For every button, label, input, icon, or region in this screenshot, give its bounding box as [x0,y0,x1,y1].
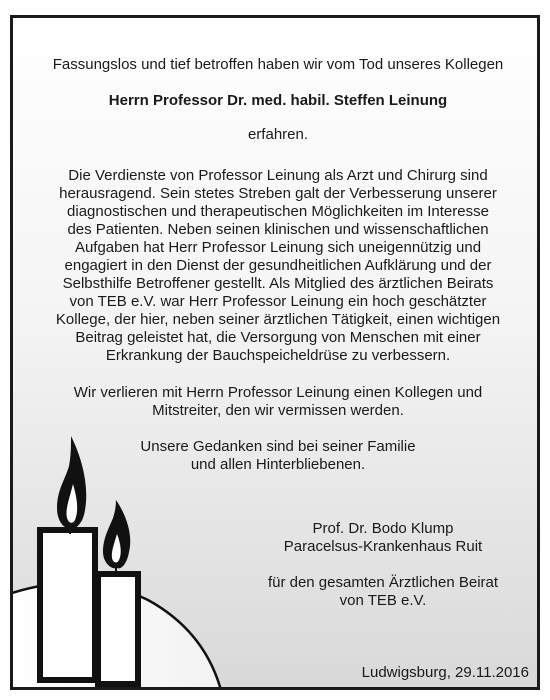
obituary-card [10,15,540,690]
signature-on-behalf-org: von TEB e.V. [339,592,427,609]
loss-paragraph [13,384,540,420]
merits-line: Erkrankung der Bauchspeicheldrüse zu verbessern. [105,347,451,364]
deceased-name: Herrn Professor Dr. med. habil. Steffen Leinung [108,92,448,109]
loss-line: Mitstreiter, den wir vermissen werden. [152,402,404,419]
merits-line: von TEB e.V. war Herr Professor Leinung ein hoch geschätzter [69,293,487,310]
merits-line: diagnostischen und therapeutischen Möglichkeiten im Interesse [67,203,489,220]
thoughts-line: Unsere Gedanken sind bei seiner Familie [140,438,416,455]
merits-line: Kollege, der hier, neben seiner ärztlichen Tätigkeit, einen wichtigen [55,311,501,328]
merits-line: Aufgaben hat Herr Professor Leinung sich uneigennützig und [74,239,482,256]
merits-line: Selbsthilfe Betroffener gestellt. Als Mitglied des ärztlichen Beirats [62,275,494,292]
small-candle [98,574,138,684]
merits-line: des Patienten. Neben seinen klinischen und wissenschaftlichen [67,221,489,238]
intro-end: erfahren. [247,126,309,143]
signature-institution: Paracelsus-Krankenhaus Ruit [283,538,483,555]
large-candle [40,530,95,680]
loss-line: Wir verlieren mit Herrn Professor Leinung einen Kollegen und [73,384,483,401]
signature-block [253,520,513,610]
merits-paragraph [13,167,540,365]
two-candles-icon [13,418,273,690]
signature-on-behalf: für den gesamten Ärztlichen Beirat [267,574,499,591]
merits-line: Die Verdienste von Professor Leinung als Arzt und Chirurg sind [68,167,488,184]
intro-line: Fassungslos und tief betroffen haben wir vom Tod unseres Kollegen [52,56,504,73]
merits-line: herausragend. Sein stetes Streben galt der Verbesserung unserer [59,185,497,202]
thoughts-line: und allen Hinterbliebenen. [190,456,366,473]
place-date: Ludwigsburg, 29.11.2016 [361,664,529,681]
merits-line: Beitrag geleistet hat, die Versorgung von Menschen mit einer [75,329,481,346]
merits-line: engagiert in den Dienst der gesundheitlichen Aufklärung und der [64,257,492,274]
signature-person: Prof. Dr. Bodo Klump [312,520,454,537]
